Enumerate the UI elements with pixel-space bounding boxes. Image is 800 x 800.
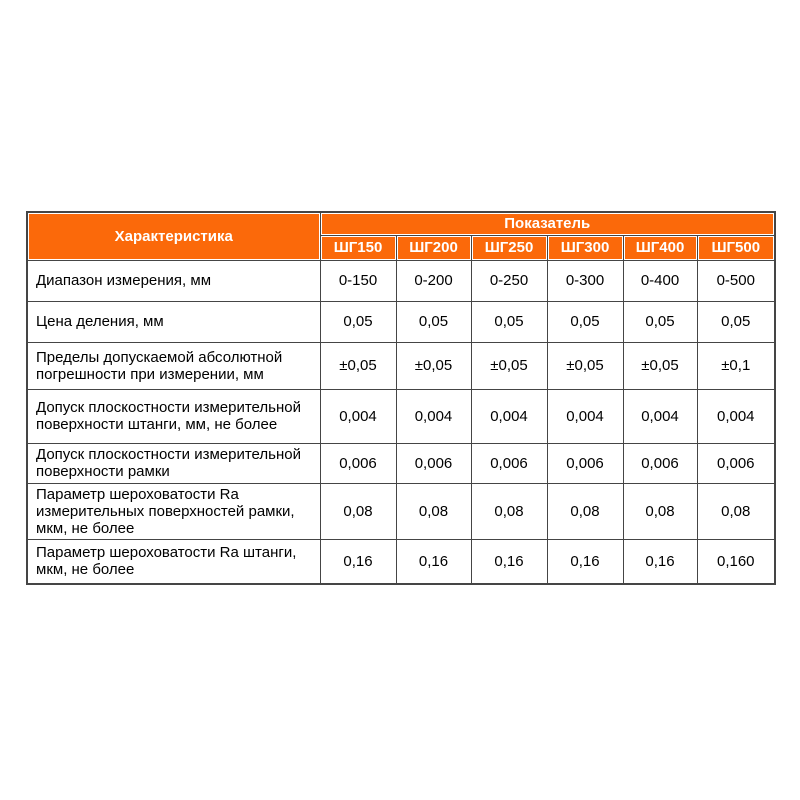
value-cell: ±0,05: [623, 342, 697, 389]
value-cell: 0,004: [623, 389, 697, 443]
value-cell: ±0,1: [697, 342, 775, 389]
value-cell: 0,006: [471, 443, 547, 483]
value-cell: 0,006: [547, 443, 623, 483]
row-label-cell: Пределы допускаемой абсолютной погрешности при измерении, мм: [27, 342, 320, 389]
value-cell: ±0,05: [320, 342, 396, 389]
value-cell: 0,006: [396, 443, 471, 483]
value-cell: 0,08: [547, 483, 623, 539]
row-label-cell: Параметр шероховатости Ra измерительных поверхностей рамки, мкм, не более: [27, 483, 320, 539]
value-cell: 0,05: [697, 301, 775, 342]
row-label-cell: Допуск плоскостности измерительной поверхности рамки: [27, 443, 320, 483]
value-cell: 0-250: [471, 260, 547, 301]
value-cell: 0,16: [547, 539, 623, 584]
header-cell-characteristic: Характеристика: [27, 212, 320, 260]
value-cell: 0,05: [547, 301, 623, 342]
header-cell-model-shg300: ШГ300: [547, 235, 623, 260]
value-cell: 0,08: [697, 483, 775, 539]
row-label-cell: Параметр шероховатости Ra штанги, мкм, не более: [27, 539, 320, 584]
value-cell: 0,05: [320, 301, 396, 342]
table-row: [27, 539, 775, 584]
table-row: [27, 260, 775, 301]
value-cell: 0,16: [396, 539, 471, 584]
specs-table: [26, 211, 776, 585]
value-cell: 0,004: [320, 389, 396, 443]
value-cell: 0-300: [547, 260, 623, 301]
value-cell: 0,160: [697, 539, 775, 584]
value-cell: 0-200: [396, 260, 471, 301]
value-cell: 0-150: [320, 260, 396, 301]
value-cell: 0,08: [396, 483, 471, 539]
row-label-cell: Цена деления, мм: [27, 301, 320, 342]
header-row-indicator: [27, 212, 775, 235]
header-cell-model-shg200: ШГ200: [396, 235, 471, 260]
value-cell: ±0,05: [547, 342, 623, 389]
row-label-cell: Допуск плоскостности измерительной поверхности штанги, мм, не более: [27, 389, 320, 443]
value-cell: 0,05: [623, 301, 697, 342]
value-cell: 0,006: [320, 443, 396, 483]
table-row: [27, 342, 775, 389]
header-cell-model-shg400: ШГ400: [623, 235, 697, 260]
value-cell: ±0,05: [396, 342, 471, 389]
value-cell: 0,004: [547, 389, 623, 443]
value-cell: 0,004: [697, 389, 775, 443]
value-cell: 0,05: [471, 301, 547, 342]
value-cell: 0,006: [697, 443, 775, 483]
value-cell: 0,004: [396, 389, 471, 443]
value-cell: 0,16: [623, 539, 697, 584]
header-cell-model-shg500: ШГ500: [697, 235, 775, 260]
row-label-cell: Диапазон измерения, мм: [27, 260, 320, 301]
value-cell: ±0,05: [471, 342, 547, 389]
value-cell: 0,16: [320, 539, 396, 584]
value-cell: 0,08: [471, 483, 547, 539]
value-cell: 0,05: [396, 301, 471, 342]
value-cell: 0,004: [471, 389, 547, 443]
value-cell: 0,006: [623, 443, 697, 483]
table-row: [27, 301, 775, 342]
value-cell: 0,08: [320, 483, 396, 539]
header-cell-model-shg150: ШГ150: [320, 235, 396, 260]
table-row: [27, 389, 775, 443]
value-cell: 0,08: [623, 483, 697, 539]
table-row: [27, 483, 775, 539]
table-row: [27, 443, 775, 483]
value-cell: 0-400: [623, 260, 697, 301]
value-cell: 0,16: [471, 539, 547, 584]
header-cell-indicator: Показатель: [320, 212, 775, 235]
value-cell: 0-500: [697, 260, 775, 301]
header-cell-model-shg250: ШГ250: [471, 235, 547, 260]
